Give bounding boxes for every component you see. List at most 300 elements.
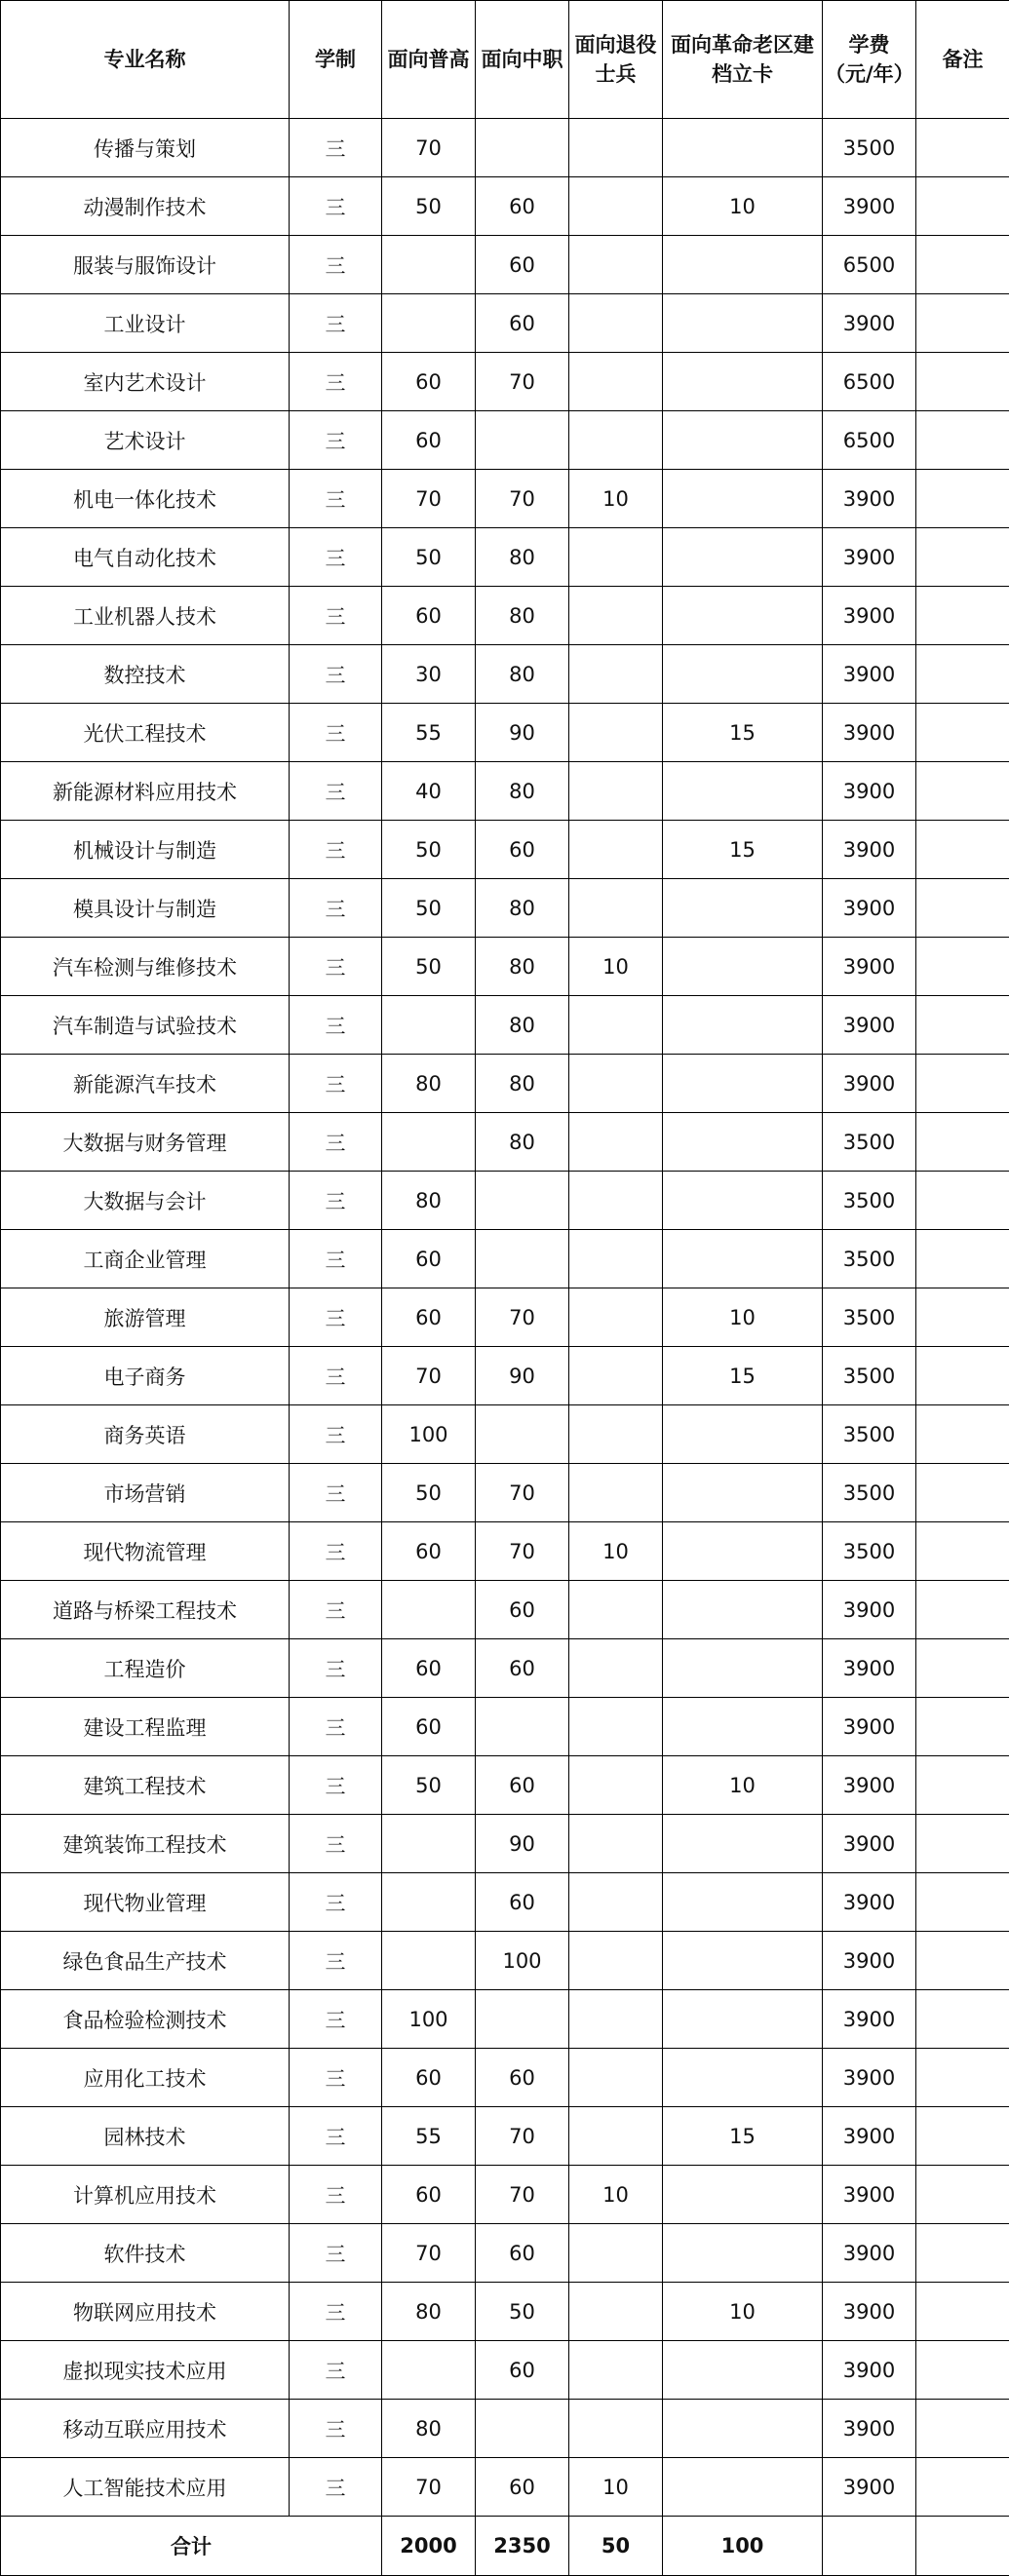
vocational-cell: 80 [476,587,569,645]
veterans-cell [569,2107,663,2166]
old-revolutionary-cell [663,1990,823,2049]
old-revolutionary-cell [663,1581,823,1639]
old-revolutionary-cell [663,645,823,704]
total-vocational: 2350 [476,2517,569,2576]
veterans-cell [569,1230,663,1288]
header-veterans: 面向退役士兵 [569,1,663,119]
notes-cell [916,119,1009,177]
tuition-cell: 3900 [823,1581,916,1639]
major-name-cell: 汽车检测与维修技术 [1,938,290,996]
old-revolutionary-cell: 15 [663,704,823,762]
notes-cell [916,1932,1009,1990]
veterans-cell [569,1405,663,1464]
vocational-cell [476,1405,569,1464]
veterans-cell: 10 [569,470,663,528]
tuition-cell: 3900 [823,821,916,879]
table-row [1,1639,1009,1698]
general-hs-cell: 60 [382,587,476,645]
major-name-cell: 工程造价 [1,1639,290,1698]
notes-cell [916,1581,1009,1639]
major-name-cell: 工商企业管理 [1,1230,290,1288]
tuition-cell: 3900 [823,879,916,938]
old-revolutionary-cell [663,762,823,821]
table-row [1,1815,1009,1873]
table-row [1,2283,1009,2341]
veterans-cell [569,411,663,470]
notes-cell [916,1113,1009,1172]
general-hs-cell: 50 [382,1756,476,1815]
table-row [1,1230,1009,1288]
major-name-cell: 市场营销 [1,1464,290,1522]
general-hs-cell [382,1113,476,1172]
general-hs-cell: 60 [382,1288,476,1347]
tuition-cell: 3900 [823,1815,916,1873]
duration-cell: 三 [290,1522,382,1581]
header-row [1,1,1009,119]
old-revolutionary-cell [663,1464,823,1522]
notes-cell [916,2400,1009,2458]
notes-cell [916,470,1009,528]
notes-cell [916,1756,1009,1815]
tuition-cell: 3900 [823,645,916,704]
major-name-cell: 绿色食品生产技术 [1,1932,290,1990]
notes-cell [916,1815,1009,1873]
old-revolutionary-cell [663,1522,823,1581]
table-row [1,2341,1009,2400]
table-row [1,1055,1009,1113]
notes-cell [916,1990,1009,2049]
veterans-cell: 10 [569,2166,663,2224]
vocational-cell: 90 [476,1815,569,1873]
old-revolutionary-cell [663,587,823,645]
old-revolutionary-cell [663,411,823,470]
general-hs-cell [382,1932,476,1990]
duration-cell: 三 [290,528,382,587]
tuition-cell: 3900 [823,470,916,528]
veterans-cell [569,1698,663,1756]
major-name-cell: 虚拟现实技术应用 [1,2341,290,2400]
duration-cell: 三 [290,2107,382,2166]
table-row [1,2224,1009,2283]
vocational-cell: 60 [476,177,569,236]
vocational-cell: 60 [476,236,569,294]
old-revolutionary-cell [663,2224,823,2283]
veterans-cell [569,1113,663,1172]
table-row [1,1113,1009,1172]
general-hs-cell: 50 [382,1464,476,1522]
tuition-cell: 3500 [823,1113,916,1172]
vocational-cell: 60 [476,294,569,353]
header-vocational: 面向中职 [476,1,569,119]
tuition-cell: 3900 [823,2400,916,2458]
notes-cell [916,1639,1009,1698]
old-revolutionary-cell [663,1405,823,1464]
vocational-cell: 60 [476,1756,569,1815]
old-revolutionary-cell [663,996,823,1055]
duration-cell: 三 [290,353,382,411]
major-name-cell: 传播与策划 [1,119,290,177]
general-hs-cell: 70 [382,2224,476,2283]
duration-cell: 三 [290,2049,382,2107]
tuition-cell: 6500 [823,236,916,294]
duration-cell: 三 [290,1932,382,1990]
notes-cell [916,587,1009,645]
major-name-cell: 模具设计与制造 [1,879,290,938]
old-revolutionary-cell [663,1639,823,1698]
general-hs-cell: 30 [382,645,476,704]
major-name-cell: 新能源汽车技术 [1,1055,290,1113]
vocational-cell [476,411,569,470]
old-revolutionary-cell: 10 [663,177,823,236]
notes-cell [916,2341,1009,2400]
old-revolutionary-cell [663,1873,823,1932]
tuition-cell: 3900 [823,1639,916,1698]
header-old-revolutionary: 面向革命老区建档立卡 [663,1,823,119]
vocational-cell [476,1172,569,1230]
old-revolutionary-cell: 10 [663,1756,823,1815]
old-revolutionary-cell: 15 [663,821,823,879]
duration-cell: 三 [290,645,382,704]
table-row [1,938,1009,996]
notes-cell [916,2049,1009,2107]
table-row [1,1522,1009,1581]
notes-cell [916,821,1009,879]
table-row [1,1581,1009,1639]
table-row [1,2400,1009,2458]
veterans-cell [569,1055,663,1113]
vocational-cell: 100 [476,1932,569,1990]
tuition-cell: 3900 [823,2283,916,2341]
major-name-cell: 汽车制造与试验技术 [1,996,290,1055]
old-revolutionary-cell: 10 [663,2283,823,2341]
old-revolutionary-cell [663,2049,823,2107]
general-hs-cell: 60 [382,2166,476,2224]
major-name-cell: 数控技术 [1,645,290,704]
general-hs-cell: 50 [382,528,476,587]
old-revolutionary-cell [663,2166,823,2224]
general-hs-cell: 60 [382,1522,476,1581]
table-row [1,1288,1009,1347]
veterans-cell: 10 [569,2458,663,2517]
tuition-cell: 3900 [823,938,916,996]
duration-cell: 三 [290,1756,382,1815]
vocational-cell: 60 [476,821,569,879]
header-major-name: 专业名称 [1,1,290,119]
total-notes [916,2517,1009,2576]
table-row [1,1405,1009,1464]
notes-cell [916,2283,1009,2341]
major-name-cell: 计算机应用技术 [1,2166,290,2224]
duration-cell: 三 [290,1288,382,1347]
tuition-cell: 3900 [823,2224,916,2283]
major-name-cell: 建筑工程技术 [1,1756,290,1815]
general-hs-cell: 100 [382,1990,476,2049]
table-row [1,587,1009,645]
major-name-cell: 道路与桥梁工程技术 [1,1581,290,1639]
general-hs-cell [382,1581,476,1639]
tuition-cell: 3900 [823,1055,916,1113]
notes-cell [916,704,1009,762]
veterans-cell [569,1932,663,1990]
old-revolutionary-cell [663,236,823,294]
general-hs-cell: 100 [382,1405,476,1464]
veterans-cell [569,645,663,704]
veterans-cell: 10 [569,1522,663,1581]
table-body [1,119,1009,2517]
general-hs-cell: 80 [382,1055,476,1113]
vocational-cell: 70 [476,2166,569,2224]
vocational-cell [476,1698,569,1756]
general-hs-cell [382,996,476,1055]
table-row [1,2458,1009,2517]
old-revolutionary-cell [663,528,823,587]
table-row [1,762,1009,821]
tuition-cell: 3500 [823,1347,916,1405]
major-name-cell: 大数据与会计 [1,1172,290,1230]
general-hs-cell: 60 [382,1698,476,1756]
old-revolutionary-cell: 15 [663,1347,823,1405]
total-veterans: 50 [569,2517,663,2576]
duration-cell: 三 [290,1698,382,1756]
major-name-cell: 建筑装饰工程技术 [1,1815,290,1873]
major-name-cell: 工业机器人技术 [1,587,290,645]
tuition-cell: 3900 [823,2458,916,2517]
duration-cell: 三 [290,1464,382,1522]
veterans-cell [569,762,663,821]
tuition-cell: 3900 [823,1698,916,1756]
old-revolutionary-cell [663,938,823,996]
veterans-cell [569,2049,663,2107]
vocational-cell: 60 [476,2224,569,2283]
major-name-cell: 人工智能技术应用 [1,2458,290,2517]
veterans-cell [569,1581,663,1639]
general-hs-cell: 70 [382,119,476,177]
duration-cell: 三 [290,119,382,177]
tuition-cell: 3900 [823,1756,916,1815]
tuition-cell: 3500 [823,1288,916,1347]
table-row [1,2166,1009,2224]
veterans-cell [569,821,663,879]
general-hs-cell [382,1815,476,1873]
general-hs-cell: 55 [382,704,476,762]
table-row [1,1756,1009,1815]
general-hs-cell: 70 [382,2458,476,2517]
general-hs-cell: 55 [382,2107,476,2166]
table-row [1,236,1009,294]
major-name-cell: 旅游管理 [1,1288,290,1347]
old-revolutionary-cell [663,1815,823,1873]
notes-cell [916,1288,1009,1347]
total-tuition [823,2517,916,2576]
total-row [1,2517,1009,2576]
vocational-cell: 80 [476,938,569,996]
major-name-cell: 机械设计与制造 [1,821,290,879]
duration-cell: 三 [290,2400,382,2458]
vocational-cell: 80 [476,762,569,821]
notes-cell [916,353,1009,411]
vocational-cell: 80 [476,1055,569,1113]
old-revolutionary-cell [663,1230,823,1288]
major-name-cell: 电子商务 [1,1347,290,1405]
duration-cell: 三 [290,1405,382,1464]
vocational-cell: 70 [476,353,569,411]
duration-cell: 三 [290,1990,382,2049]
duration-cell: 三 [290,294,382,353]
notes-cell [916,938,1009,996]
major-name-cell: 物联网应用技术 [1,2283,290,2341]
notes-cell [916,236,1009,294]
major-name-cell: 现代物流管理 [1,1522,290,1581]
major-name-cell: 现代物业管理 [1,1873,290,1932]
veterans-cell [569,996,663,1055]
veterans-cell [569,1172,663,1230]
vocational-cell: 90 [476,1347,569,1405]
table-row [1,879,1009,938]
old-revolutionary-cell: 10 [663,1288,823,1347]
general-hs-cell [382,236,476,294]
tuition-cell: 3900 [823,704,916,762]
table-row [1,470,1009,528]
major-name-cell: 建设工程监理 [1,1698,290,1756]
vocational-cell: 90 [476,704,569,762]
general-hs-cell: 60 [382,2049,476,2107]
veterans-cell [569,2283,663,2341]
old-revolutionary-cell [663,294,823,353]
table-row [1,645,1009,704]
old-revolutionary-cell [663,1172,823,1230]
header-tuition: 学费（元/年） [823,1,916,119]
veterans-cell [569,528,663,587]
general-hs-cell: 50 [382,177,476,236]
major-name-cell: 新能源材料应用技术 [1,762,290,821]
old-revolutionary-cell: 15 [663,2107,823,2166]
duration-cell: 三 [290,1347,382,1405]
notes-cell [916,645,1009,704]
vocational-cell: 80 [476,645,569,704]
tuition-cell: 3500 [823,119,916,177]
duration-cell: 三 [290,2283,382,2341]
veterans-cell [569,1873,663,1932]
tuition-cell: 3900 [823,762,916,821]
tuition-cell: 3900 [823,2166,916,2224]
notes-cell [916,1522,1009,1581]
duration-cell: 三 [290,587,382,645]
tuition-cell: 3900 [823,996,916,1055]
total-old-revolutionary: 100 [663,2517,823,2576]
old-revolutionary-cell [663,1698,823,1756]
vocational-cell: 60 [476,2341,569,2400]
major-name-cell: 移动互联应用技术 [1,2400,290,2458]
tuition-cell: 3900 [823,528,916,587]
total-general-hs: 2000 [382,2517,476,2576]
general-hs-cell [382,294,476,353]
tuition-cell: 3900 [823,587,916,645]
table-row [1,821,1009,879]
veterans-cell [569,236,663,294]
major-name-cell: 工业设计 [1,294,290,353]
major-name-cell: 服装与服饰设计 [1,236,290,294]
duration-cell: 三 [290,704,382,762]
general-hs-cell: 50 [382,879,476,938]
veterans-cell [569,353,663,411]
duration-cell: 三 [290,879,382,938]
duration-cell: 三 [290,2341,382,2400]
table-row [1,528,1009,587]
veterans-cell [569,587,663,645]
duration-cell: 三 [290,1639,382,1698]
old-revolutionary-cell [663,2458,823,2517]
tuition-cell: 3900 [823,1873,916,1932]
tuition-cell: 6500 [823,353,916,411]
general-hs-cell: 50 [382,821,476,879]
duration-cell: 三 [290,1230,382,1288]
general-hs-cell: 60 [382,1639,476,1698]
duration-cell: 三 [290,1581,382,1639]
vocational-cell: 80 [476,528,569,587]
duration-cell: 三 [290,996,382,1055]
notes-cell [916,411,1009,470]
vocational-cell: 60 [476,2049,569,2107]
tuition-cell: 3500 [823,1405,916,1464]
duration-cell: 三 [290,1815,382,1873]
major-name-cell: 商务英语 [1,1405,290,1464]
notes-cell [916,996,1009,1055]
table-row [1,996,1009,1055]
table-row [1,1698,1009,1756]
tuition-cell: 3500 [823,1522,916,1581]
table-row [1,119,1009,177]
veterans-cell [569,294,663,353]
major-name-cell: 应用化工技术 [1,2049,290,2107]
table-row [1,177,1009,236]
tuition-cell: 3900 [823,2049,916,2107]
duration-cell: 三 [290,2224,382,2283]
duration-cell: 三 [290,177,382,236]
general-hs-cell: 80 [382,2400,476,2458]
tuition-cell: 3900 [823,2341,916,2400]
duration-cell: 三 [290,821,382,879]
tuition-cell: 3900 [823,1932,916,1990]
vocational-cell: 70 [476,1288,569,1347]
vocational-cell: 80 [476,996,569,1055]
table-row [1,704,1009,762]
veterans-cell [569,2400,663,2458]
tuition-cell: 3900 [823,177,916,236]
tuition-cell: 3500 [823,1172,916,1230]
veterans-cell: 10 [569,938,663,996]
total-label: 合计 [1,2517,382,2576]
general-hs-cell: 50 [382,938,476,996]
veterans-cell [569,177,663,236]
duration-cell: 三 [290,1873,382,1932]
notes-cell [916,2107,1009,2166]
duration-cell: 三 [290,1172,382,1230]
veterans-cell [569,1815,663,1873]
table-row [1,1172,1009,1230]
general-hs-cell: 80 [382,2283,476,2341]
duration-cell: 三 [290,411,382,470]
vocational-cell: 60 [476,1639,569,1698]
duration-cell: 三 [290,1055,382,1113]
old-revolutionary-cell [663,2400,823,2458]
duration-cell: 三 [290,2458,382,2517]
notes-cell [916,1405,1009,1464]
tuition-cell: 3500 [823,1464,916,1522]
old-revolutionary-cell [663,1932,823,1990]
general-hs-cell: 60 [382,411,476,470]
tuition-cell: 6500 [823,411,916,470]
table-row [1,1347,1009,1405]
